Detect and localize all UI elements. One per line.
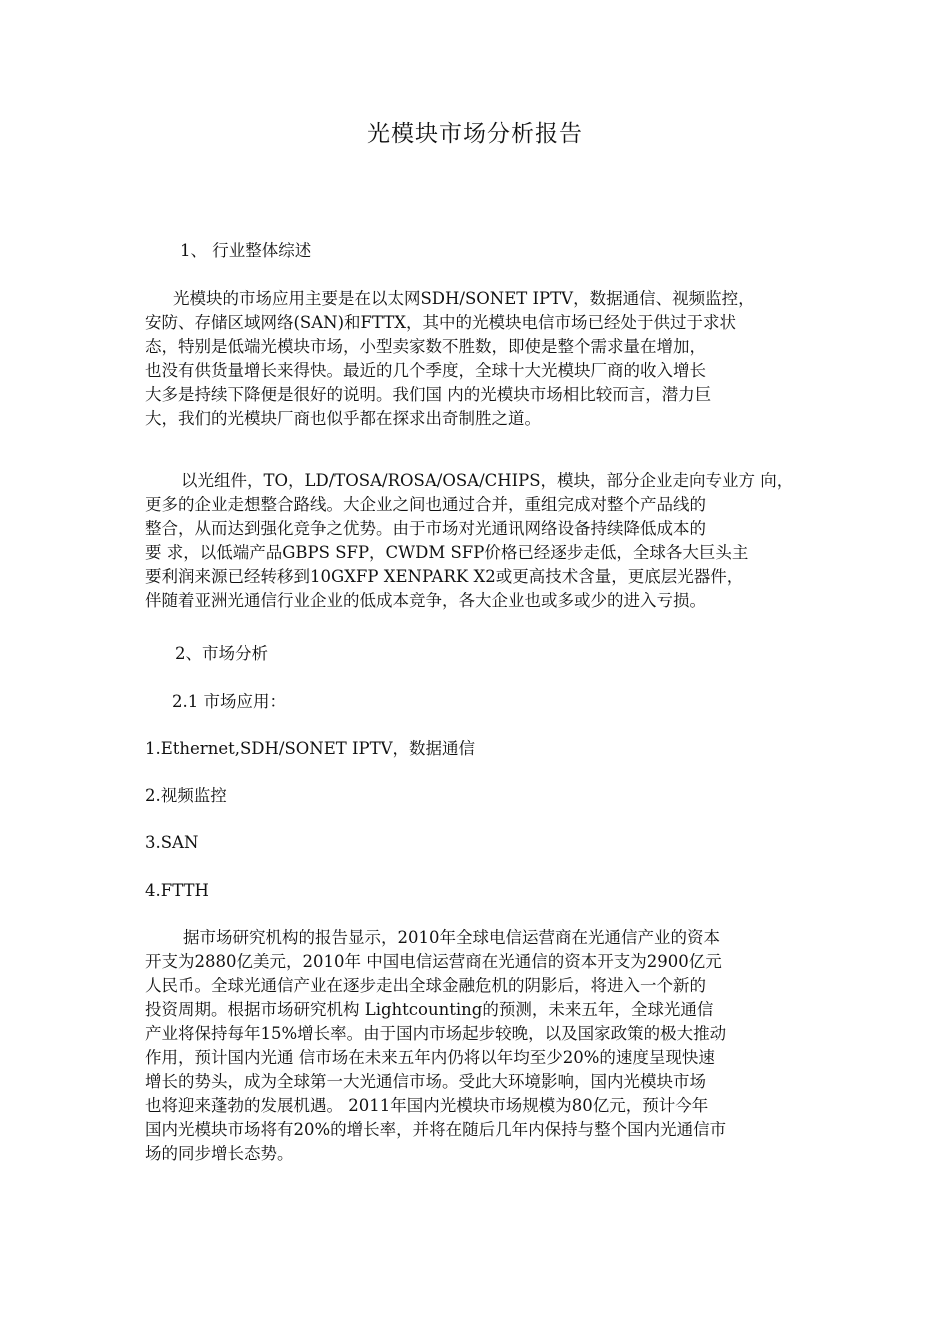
paragraph-line: 开支为2880亿美元，2010年 中国电信运营商在光通信的资本开支为2900亿元	[145, 952, 722, 971]
list-item: 4.FTTH	[145, 881, 209, 900]
paragraph-line: 更多的企业走想整合路线。大企业之间也通过合并，重组完成对整个产品线的	[145, 495, 706, 514]
list-item: 1.Ethernet,SDH/SONET IPTV，数据通信	[145, 739, 476, 758]
paragraph-line: 国内光模块市场将有20%的增长率，并将在随后几年内保持与整个国内光通信市	[145, 1120, 727, 1139]
paragraph-industry-overview	[145, 287, 815, 431]
section-2-1-heading: 2.1 市场应用：	[172, 692, 286, 711]
paragraph-line: 作用，预计国内光通 信市场在未来五年内仍将以年均至少20%的速度呈现快速	[145, 1048, 715, 1067]
paragraph-line: 也将迎来蓬勃的发展机遇。 2011年国内光模块市场规模为80亿元，预计今年	[145, 1096, 709, 1115]
section-2-heading: 2、市场分析	[175, 644, 268, 663]
paragraph-line: 以光组件，TO，LD/TOSA/ROSA/OSA/CHIPS，模块，部分企业走向专业方 向，	[181, 471, 794, 490]
paragraph-line: 大多是持续下降便是很好的说明。我们国 内的光模块市场相比较而言，潜力巨	[145, 385, 712, 404]
paragraph-line: 产业将保持每年15%增长率。由于国内市场起步较晚，以及国家政策的极大推动	[145, 1024, 727, 1043]
paragraph-line: 增长的势头，成为全球第一大光通信市场。受此大环境影响，国内光模块市场	[145, 1072, 706, 1091]
paragraph-line: 光模块的市场应用主要是在以太网SDH/SONET IPTV，数据通信、视频监控，	[173, 289, 755, 308]
paragraph-line: 伴随着亚洲光通信行业企业的低成本竞争，各大企业也或多或少的进入亏损。	[145, 591, 706, 610]
paragraph-line: 整合，从而达到强化竞争之优势。由于市场对光通讯网络设备持续降低成本的	[145, 519, 706, 538]
paragraph-line: 安防、存储区域网络(SAN)和FTTX，其中的光模块电信市场已经处于供过于求状	[145, 313, 737, 332]
list-item: 2.视频监控	[145, 786, 227, 805]
document-title: 光模块市场分析报告	[367, 121, 583, 147]
paragraph-line: 场的同步增长态势。	[145, 1144, 294, 1163]
paragraph-line: 也没有供货量增长来得快。最近的几个季度，全球十大光模块厂商的收入增长	[145, 361, 706, 380]
list-item: 3.SAN	[145, 833, 199, 852]
paragraph-line: 态，特别是低端光模块市场，小型卖家数不胜数，即使是整个需求量在增加，	[145, 337, 706, 356]
paragraph-industry-trends	[145, 469, 815, 613]
paragraph-line: 人民币。全球光通信产业在逐步走出全球金融危机的阴影后，将进入一个新的	[145, 976, 706, 995]
paragraph-line: 大，我们的光模块厂商也似乎都在探求出奇制胜之道。	[145, 409, 541, 428]
section-1-heading: 1、 行业整体综述	[180, 241, 312, 260]
paragraph-line: 要利润来源已经转移到10GXFP XENPARK X2或更高技术含量，更底层光器件，	[145, 567, 744, 586]
paragraph-market-data	[145, 926, 815, 1166]
paragraph-line: 据市场研究机构的报告显示，2010年全球电信运营商在光通信产业的资本	[183, 928, 720, 947]
paragraph-line: 投资周期。根据市场研究机构 Lightcounting的预测，未来五年，全球光通信	[145, 1000, 714, 1019]
paragraph-line: 要 求，以低端产品GBPS SFP，CWDM SFP价格已经逐步走低，全球各大巨头主	[145, 543, 749, 562]
